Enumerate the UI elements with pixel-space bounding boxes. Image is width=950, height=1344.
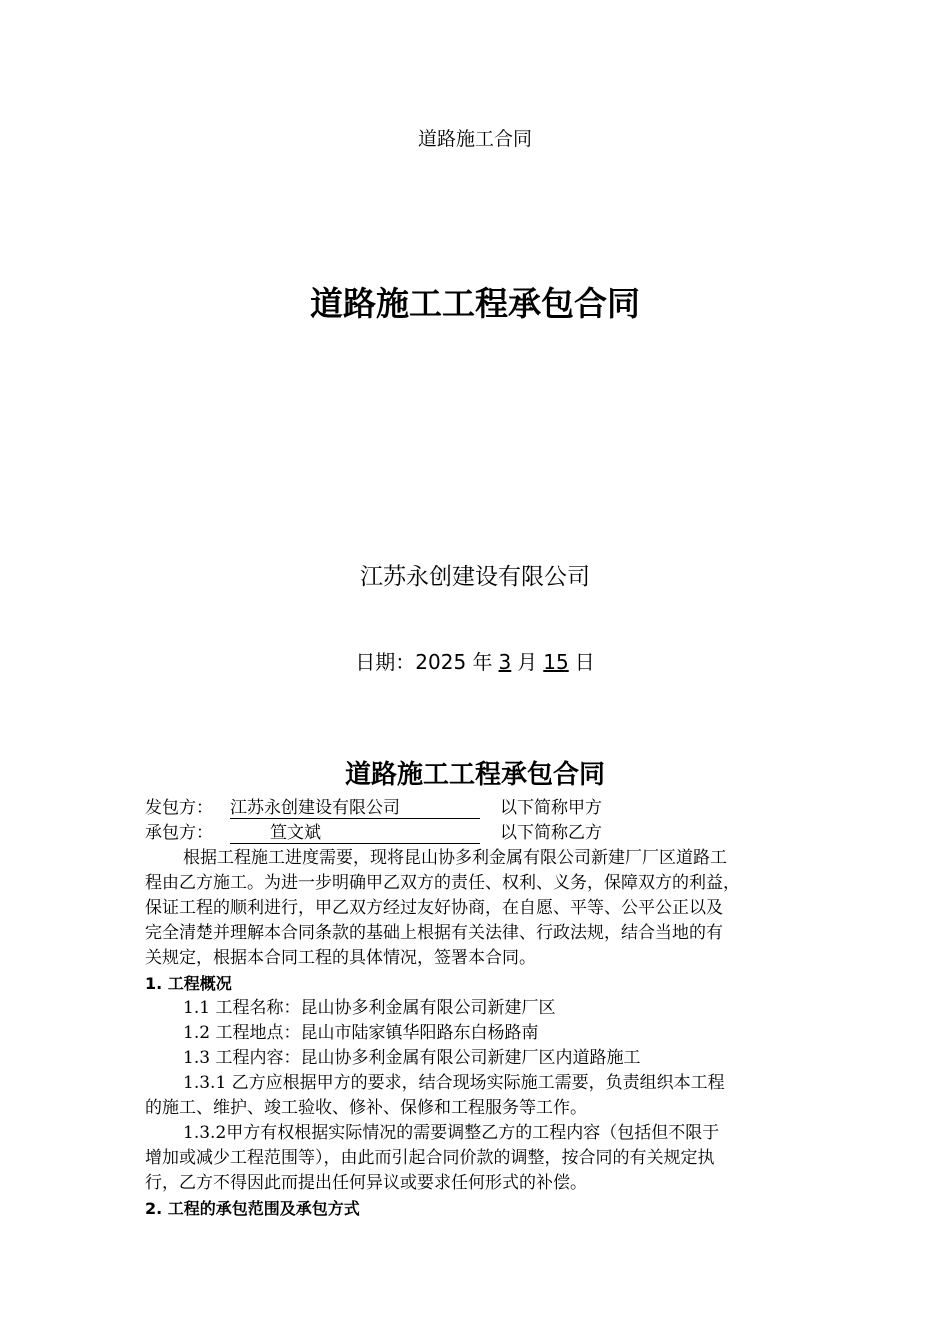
item-1-3-2-line-1: 1.3.2甲方有权根据实际情况的需要调整乙方的工程内容（包括但不限于 — [183, 1123, 720, 1143]
item-1-1: 1.1 工程名称：昆山协多利金属有限公司新建厂区 — [183, 998, 556, 1018]
item-1-2: 1.2 工程地点：昆山市陆家镇华阳路东白杨路南 — [183, 1023, 539, 1043]
item-1-3-1-line-1: 1.3.1 乙方应根据甲方的要求，结合现场实际施工需要，负责组织本工程 — [183, 1073, 725, 1093]
party-b-value: 笪文斌 — [230, 823, 480, 844]
party-a-row — [145, 796, 825, 821]
intro-line-5: 关规定，根据本合同工程的具体情况，签署本合同。 — [145, 948, 536, 968]
date-day-label: 日 — [574, 650, 595, 674]
contract-title: 道路施工工程承包合同 — [344, 760, 605, 790]
date-month: 3 — [498, 650, 512, 674]
party-a-value: 江苏永创建设有限公司 — [230, 798, 480, 819]
item-1-3-2-line-3: 行，乙方不得因此而提出任何异议或要求任何形式的补偿。 — [145, 1173, 587, 1193]
section-1-heading: 1. 工程概况 — [145, 974, 232, 993]
intro-line-3: 保证工程的顺利进行，甲乙双方经过友好协商，在自愿、平等、公平公正以及 — [145, 898, 723, 918]
date-day: 15 — [543, 650, 569, 674]
date-prefix: 日期：2025 年 — [355, 650, 493, 674]
party-b-row — [145, 821, 825, 846]
item-1-3-1-line-2: 的施工、维护、竣工验收、修补、保修和工程服务等工作。 — [145, 1098, 587, 1118]
cover-company-name: 江苏永创建设有限公司 — [360, 564, 590, 590]
party-b-suffix: 以下简称乙方 — [500, 823, 602, 843]
item-1-3-2-line-2: 增加或减少工程范围等），由此而引起合同价款的调整，按合同的有关规定执 — [145, 1148, 715, 1168]
intro-line-2: 程由乙方施工。为进一步明确甲乙双方的责任、权利、义务，保障双方的利益， — [145, 873, 740, 893]
intro-line-4: 完全清楚并理解本合同条款的基础上根据有关法律、行政法规，结合当地的有 — [145, 923, 723, 943]
party-a-label: 发包方： — [145, 798, 213, 818]
cover-main-title: 道路施工工程承包合同 — [310, 284, 640, 323]
cover-small-title: 道路施工合同 — [417, 128, 532, 150]
intro-line-1: 根据工程施工进度需要，现将昆山协多利金属有限公司新建厂厂区道路工 — [183, 848, 727, 868]
party-a-suffix: 以下简称甲方 — [500, 798, 602, 818]
date-month-label: 月 — [517, 650, 538, 674]
party-b-label: 承包方： — [145, 823, 213, 843]
section-2-heading: 2. 工程的承包范围及承包方式 — [145, 1199, 360, 1218]
contract-body — [145, 796, 825, 1221]
item-1-3: 1.3 工程内容：昆山协多利金属有限公司新建厂区内道路施工 — [183, 1048, 641, 1068]
cover-date — [0, 646, 950, 675]
